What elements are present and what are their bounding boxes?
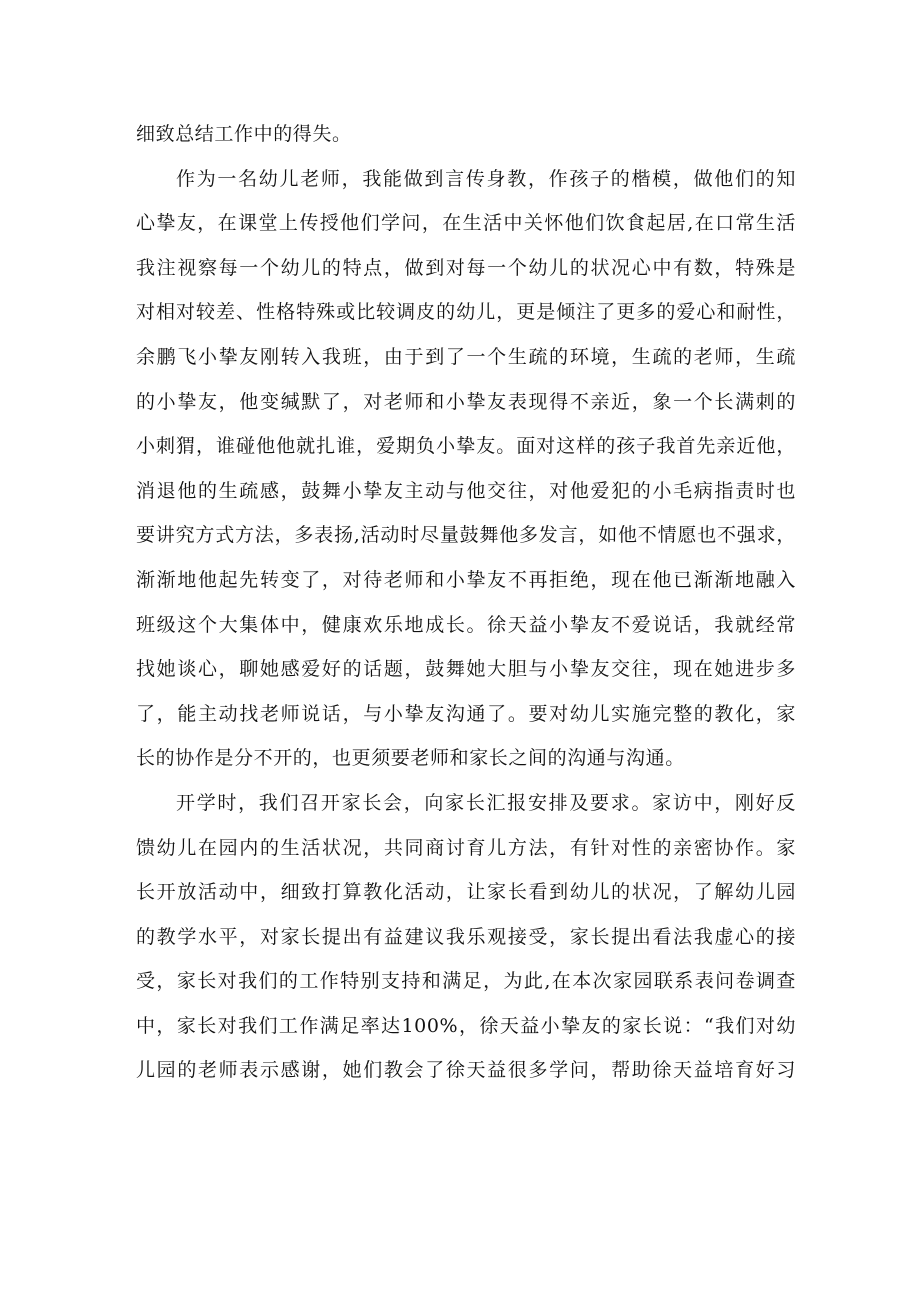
body-text: [136, 112, 796, 1093]
text-line: 的教学水平，对家长提出有益建议我乐观接受，家长提出看法我虚心的接: [136, 925, 796, 948]
text-line: 细致总结工作中的得失。: [136, 123, 352, 145]
text-line: 对相对较差、性格特殊或比较调皮的幼儿，更是倾注了更多的爱心和耐性，: [136, 301, 796, 324]
text-line: 儿园的老师表示感谢，她们教会了徐天益很多学问，帮助徐天益培育好习: [136, 1059, 796, 1082]
text-line: 小刺猬，谁碰他他就扎谁，爱期负小挚友。面对这样的孩子我首先亲近他，: [136, 435, 796, 458]
text-line: 中，家长对我们工作满足率达100%，徐天益小挚友的家长说：“我们对幼: [136, 1014, 796, 1037]
text-line: 余鹏飞小挚友刚转入我班，由于到了一个生疏的环境，生疏的老师，生疏: [136, 345, 796, 368]
text-line: 的小挚友，他变缄默了，对老师和小挚友表现得不亲近，象一个长满刺的: [136, 390, 796, 413]
text-line: 要讲究方式方法，多表扬,活动时尽量鼓舞他多发言，如他不情愿也不强求，: [136, 524, 796, 547]
text-line: 我注视察每一个幼儿的特点，做到对每一个幼儿的状况心中有数，特殊是: [136, 256, 796, 279]
text-line: 渐渐地他起先转变了，对待老师和小挚友不再拒绝，现在他已渐渐地融入: [136, 568, 796, 591]
text-line: 了，能主动找老师说话，与小挚友沟通了。要对幼儿实施完整的教化，家: [136, 702, 796, 725]
text-line: 消退他的生疏感，鼓舞小挚友主动与他交往，对他爱犯的小毛病指责时也: [136, 479, 796, 502]
text-line: 心挚友，在课堂上传授他们学问，在生活中关怀他们饮食起居,在口常生活: [136, 212, 796, 235]
paragraph-first-line: 作为一名幼儿老师，我能做到言传身教，作孩子的楷模，做他们的知: [176, 167, 796, 190]
text-line: 长开放活动中，细致打算教化活动，让家长看到幼儿的状况，了解幼儿园: [136, 881, 796, 904]
text-line: 班级这个大集体中，健康欢乐地成长。徐天益小挚友不爱说话，我就经常: [136, 613, 796, 636]
text-line: 长的协作是分不开的，也更须要老师和家长之间的沟通与沟通。: [136, 747, 685, 770]
text-line: 受，家长对我们的工作特别支持和满足，为此,在本次家园联系表问卷调查: [136, 970, 796, 993]
text-line: 馈幼儿在园内的生活状况，共同商讨育儿方法，有针对性的亲密协作。家: [136, 836, 796, 859]
text-line: 找她谈心，聊她感爱好的话题，鼓舞她大胆与小挚友交往，现在她进步多: [136, 658, 796, 681]
paragraph-first-line: 开学时，我们召开家长会，向家长汇报安排及要求。家访中，刚好反: [176, 791, 796, 814]
